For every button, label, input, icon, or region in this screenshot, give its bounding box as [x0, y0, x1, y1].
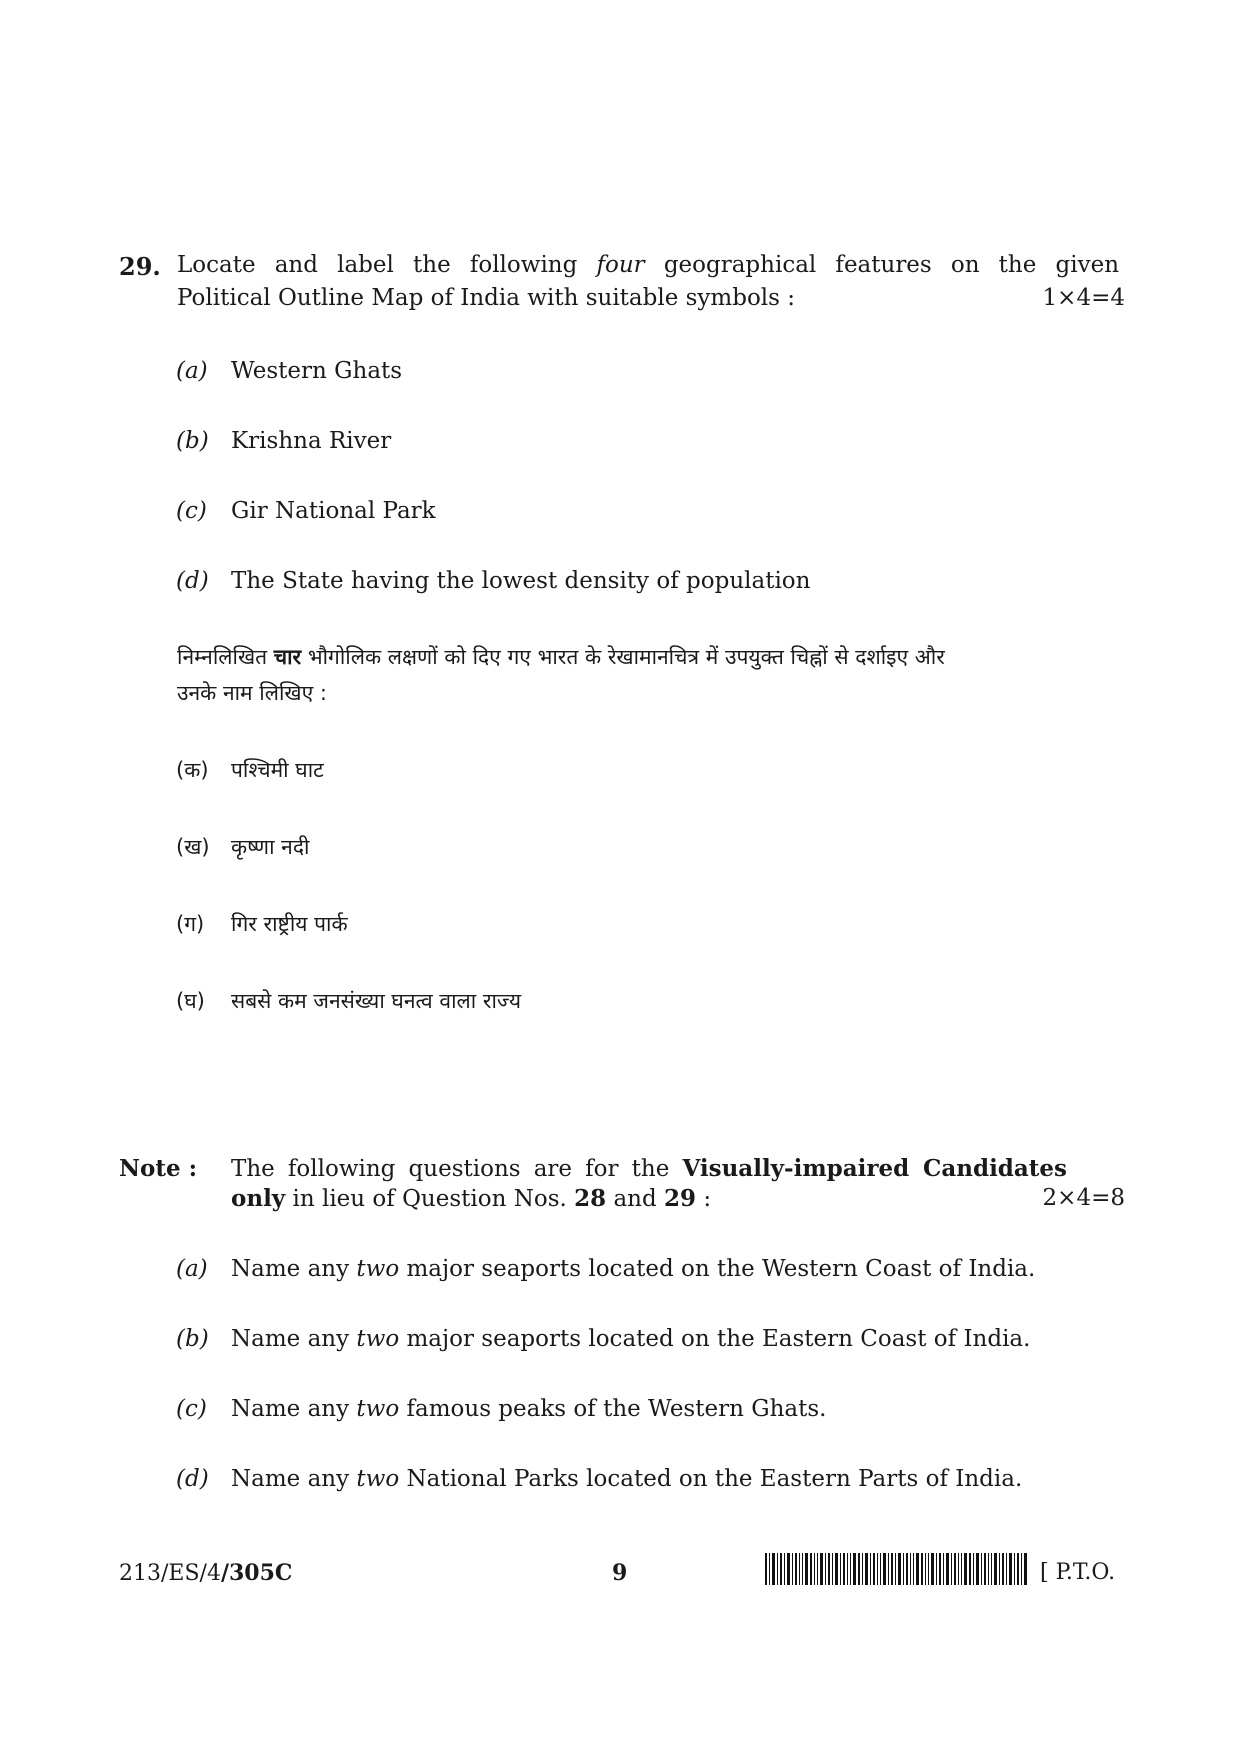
- paper-code: 213/ES/4/305C: [119, 1560, 293, 1586]
- hindi-option-text: कृष्णा नदी: [231, 835, 310, 859]
- note-option-text: Name any two National Parks located on the Eastern Parts of India.: [231, 1466, 1023, 1492]
- question-number: 29.: [119, 252, 161, 281]
- hindi-option-letter: (ग): [176, 912, 205, 936]
- note-option-text: Name any two major seaports located on the Eastern Coast of India.: [231, 1326, 1031, 1352]
- option-letter: (b): [176, 428, 209, 454]
- note-option-text: Name any two major seaports located on the Western Coast of India.: [231, 1256, 1036, 1282]
- option-text: Gir National Park: [231, 498, 436, 524]
- question-text-line1: Locate and label the following four geographical features on the given: [177, 252, 1120, 278]
- option-letter: (c): [176, 498, 207, 524]
- barcode: [765, 1553, 1027, 1585]
- question-text-line2: Political Outline Map of India with suitable symbols :: [177, 285, 796, 311]
- question-marks: 1×4=4: [1042, 285, 1125, 311]
- hindi-option-letter: (घ): [176, 989, 205, 1013]
- note-marks: 2×4=8: [1042, 1185, 1125, 1211]
- option-letter: (a): [176, 358, 208, 384]
- option-text: The State having the lowest density of population: [231, 568, 811, 594]
- option-letter: (d): [176, 568, 209, 594]
- hindi-question-line2: उनके नाम लिखिए :: [177, 681, 327, 705]
- page-number: 9: [612, 1560, 628, 1586]
- hindi-option-letter: (क): [176, 758, 209, 782]
- hindi-question-line1: निम्नलिखित चार भौगोलिक लक्षणों को दिए गए भारत के रेखामानचित्र में उपयुक्त चिह्नों से दर्शाइए और: [177, 645, 945, 669]
- note-text-line2: only in lieu of Question Nos. 28 and 29 :: [231, 1185, 712, 1212]
- note-option-letter: (c): [176, 1396, 207, 1422]
- option-text: Krishna River: [231, 428, 392, 454]
- hindi-option-text: पश्चिमी घाट: [231, 758, 324, 782]
- hindi-option-text: सबसे कम जनसंख्या घनत्व वाला राज्य: [231, 989, 522, 1013]
- note-text-line1: The following questions are for the Visually-impaired Candidates: [231, 1155, 1067, 1182]
- note-option-letter: (a): [176, 1256, 208, 1282]
- hindi-option-text: गिर राष्ट्रीय पार्क: [231, 912, 348, 936]
- hindi-option-letter: (ख): [176, 835, 210, 859]
- note-option-letter: (d): [176, 1466, 209, 1492]
- note-option-text: Name any two famous peaks of the Western Ghats.: [231, 1396, 827, 1422]
- note-option-letter: (b): [176, 1326, 209, 1352]
- pto-label: [ P.T.O.: [1040, 1560, 1116, 1585]
- note-label: Note :: [119, 1155, 198, 1182]
- option-text: Western Ghats: [231, 358, 403, 384]
